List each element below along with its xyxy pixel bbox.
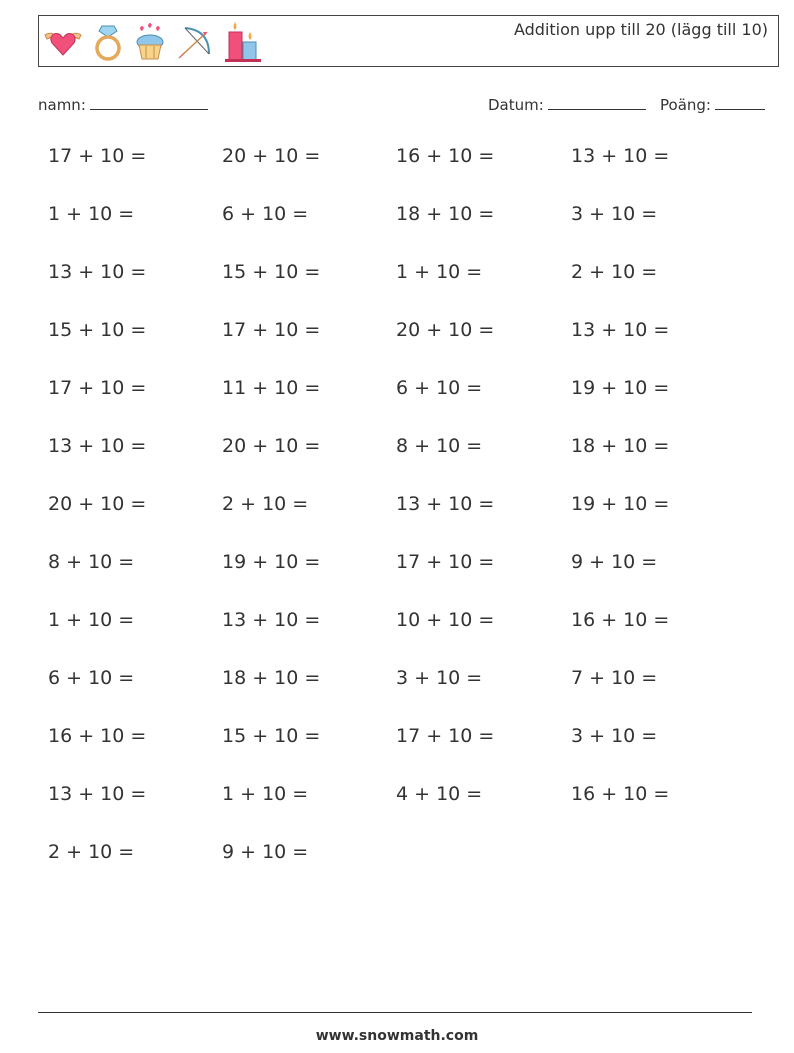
problem-item: 20 + 10 = <box>48 493 147 515</box>
header-icons <box>43 20 263 64</box>
problem-item: 6 + 10 = <box>48 667 135 689</box>
problem-item: 2 + 10 = <box>48 841 135 863</box>
score-label: Poäng: <box>660 96 711 114</box>
problem-item: 9 + 10 = <box>222 841 309 863</box>
problem-item: 17 + 10 = <box>396 551 495 573</box>
problem-item: 10 + 10 = <box>396 609 495 631</box>
worksheet-title: Addition upp till 20 (lägg till 10) <box>513 20 768 39</box>
problem-item: 17 + 10 = <box>48 145 147 167</box>
name-field <box>38 95 208 114</box>
problem-item: 13 + 10 = <box>396 493 495 515</box>
problem-item: 1 + 10 = <box>48 203 135 225</box>
problem-item: 18 + 10 = <box>222 667 321 689</box>
problem-item: 1 + 10 = <box>48 609 135 631</box>
bow-arrow-icon <box>175 22 215 62</box>
problem-item: 15 + 10 = <box>48 319 147 341</box>
problem-item: 16 + 10 = <box>48 725 147 747</box>
problem-item: 7 + 10 = <box>571 667 658 689</box>
problem-item: 8 + 10 = <box>48 551 135 573</box>
problem-item: 19 + 10 = <box>571 493 670 515</box>
problem-item: 17 + 10 = <box>48 377 147 399</box>
problem-item: 6 + 10 = <box>222 203 309 225</box>
problem-item: 18 + 10 = <box>571 435 670 457</box>
problem-item: 13 + 10 = <box>48 261 147 283</box>
problem-item: 20 + 10 = <box>222 145 321 167</box>
problem-item: 6 + 10 = <box>396 377 483 399</box>
name-blank[interactable] <box>90 95 208 110</box>
problem-item: 16 + 10 = <box>571 609 670 631</box>
problem-item: 19 + 10 = <box>222 551 321 573</box>
problem-item: 16 + 10 = <box>396 145 495 167</box>
problem-item: 1 + 10 = <box>396 261 483 283</box>
problem-item: 15 + 10 = <box>222 725 321 747</box>
problem-item: 3 + 10 = <box>571 725 658 747</box>
winged-heart-icon <box>43 25 83 59</box>
problem-item: 2 + 10 = <box>222 493 309 515</box>
ring-icon <box>91 22 125 62</box>
problem-item: 17 + 10 = <box>222 319 321 341</box>
problem-item: 11 + 10 = <box>222 377 321 399</box>
problem-item: 13 + 10 = <box>222 609 321 631</box>
problem-item: 4 + 10 = <box>396 783 483 805</box>
problem-item: 13 + 10 = <box>48 435 147 457</box>
problem-item: 13 + 10 = <box>571 145 670 167</box>
problem-item: 8 + 10 = <box>396 435 483 457</box>
footer-url: www.snowmath.com <box>315 1028 479 1044</box>
problem-item: 2 + 10 = <box>571 261 658 283</box>
problem-item: 16 + 10 = <box>571 783 670 805</box>
date-blank[interactable] <box>548 95 646 110</box>
date-label: Datum: <box>488 96 544 114</box>
problem-item: 3 + 10 = <box>571 203 658 225</box>
cupcake-icon <box>133 22 167 62</box>
footer-divider <box>38 1012 752 1013</box>
problem-item: 9 + 10 = <box>571 551 658 573</box>
problem-item: 13 + 10 = <box>571 319 670 341</box>
problem-item: 20 + 10 = <box>222 435 321 457</box>
problem-item: 13 + 10 = <box>48 783 147 805</box>
problem-item: 17 + 10 = <box>396 725 495 747</box>
name-label: namn: <box>38 96 86 114</box>
score-blank[interactable] <box>715 95 765 110</box>
problem-item: 19 + 10 = <box>571 377 670 399</box>
candles-icon <box>223 20 263 64</box>
problem-item: 1 + 10 = <box>222 783 309 805</box>
problem-item: 3 + 10 = <box>396 667 483 689</box>
problem-item: 15 + 10 = <box>222 261 321 283</box>
date-field <box>488 95 646 114</box>
score-field <box>660 95 765 114</box>
problem-item: 20 + 10 = <box>396 319 495 341</box>
problem-item: 18 + 10 = <box>396 203 495 225</box>
worksheet-header <box>38 15 779 67</box>
